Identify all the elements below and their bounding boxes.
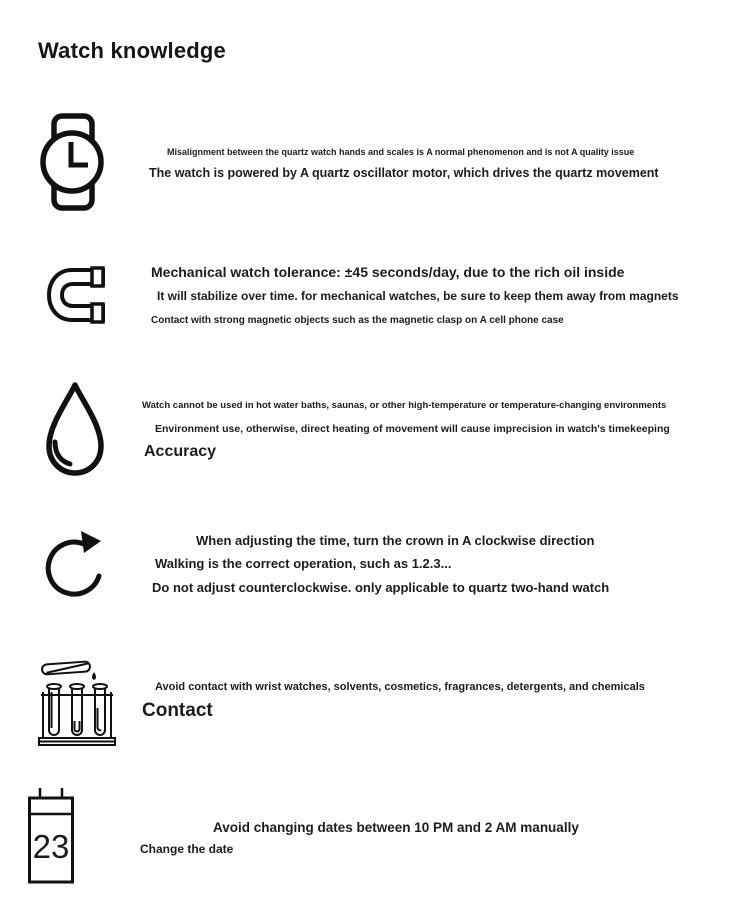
section5-note: Avoid contact with wrist watches, solvents, cosmetics, fragrances, detergents, and chemicals xyxy=(155,681,645,693)
section3-sub-text: Environment use, otherwise, direct heating of movement will cause imprecision in watch's timekeeping xyxy=(155,423,670,435)
section4-main-text: When adjusting the time, turn the crown in A clockwise direction xyxy=(196,533,595,548)
test-tubes-icon xyxy=(38,648,116,748)
clockwise-rotation-icon xyxy=(43,526,107,602)
section2-main-text: Mechanical watch tolerance: ±45 seconds/day, due to the rich oil inside xyxy=(151,264,625,280)
wristwatch-icon xyxy=(37,112,107,212)
section6-sub-text: Change the date xyxy=(140,842,234,856)
section4-sub-text: Walking is the correct operation, such as 1.2.3... xyxy=(155,556,452,571)
water-drop-icon xyxy=(42,380,108,478)
magnet-icon xyxy=(46,266,106,324)
section4-note: Do not adjust counterclockwise. only applicable to quartz two-hand watch xyxy=(152,580,610,595)
calendar-icon xyxy=(27,785,75,885)
section5-heading: Contact xyxy=(142,700,213,721)
section6-main-text: Avoid changing dates between 10 PM and 2 AM manually xyxy=(213,820,579,835)
section3-heading: Accuracy xyxy=(144,443,217,460)
calendar-day-number: 23 xyxy=(32,828,70,865)
page-title: Watch knowledge xyxy=(38,38,226,63)
section2-sub-text: It will stabilize over time. for mechanical watches, be sure to keep them away from magnets xyxy=(157,289,679,303)
section3-note: Watch cannot be used in hot water baths, saunas, or other high-temperature or temperature-changing environments xyxy=(142,400,667,411)
section1-main-text: The watch is powered by A quartz oscillator motor, which drives the quartz movement xyxy=(149,166,659,180)
section1-note: Misalignment between the quartz watch hands and scales is A normal phenomenon and is not A quality issue xyxy=(167,147,635,157)
section2-note: Contact with strong magnetic objects such as the magnetic clasp on A cell phone case xyxy=(151,315,564,326)
